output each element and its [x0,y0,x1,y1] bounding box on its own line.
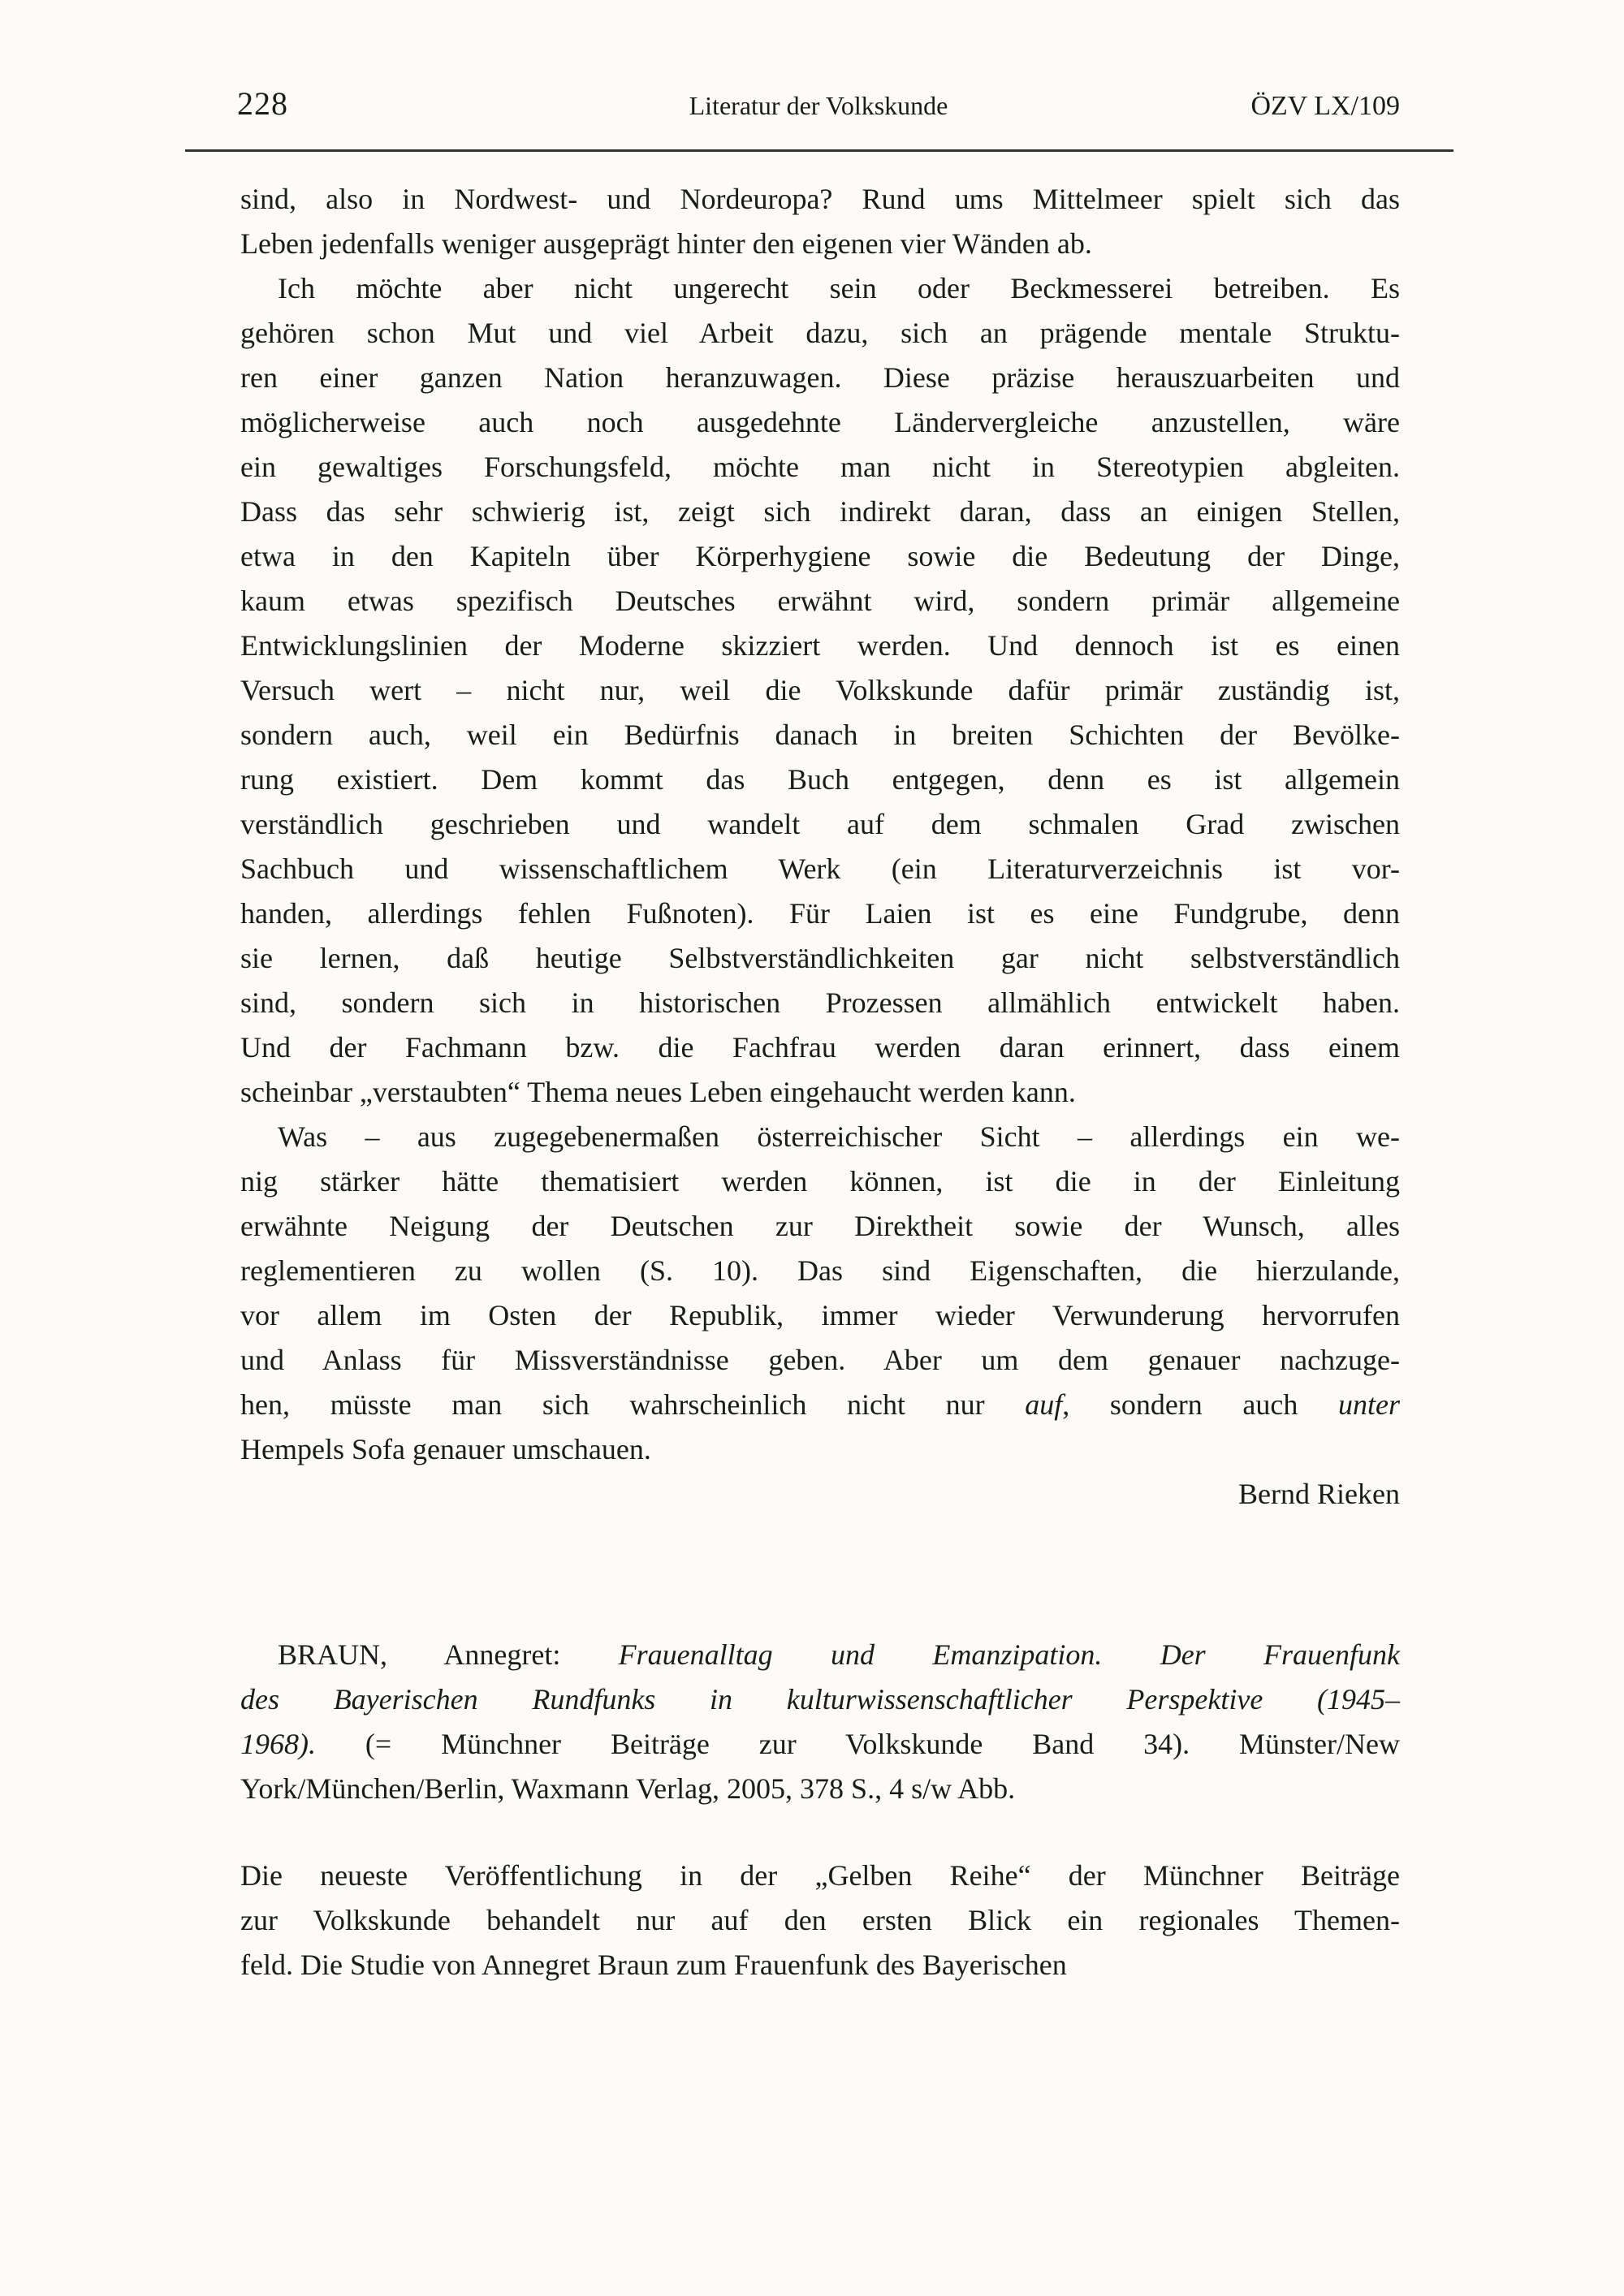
text-line [240,1204,1400,1249]
text-line [240,802,1400,847]
text-line [240,1383,1400,1427]
text-run: Ich möchte aber nicht ungerecht sein oder Beckmesserei betreiben. Es [278,272,1400,304]
text-line [240,177,1400,222]
text-line [240,1025,1400,1070]
book-reference [240,1633,1400,1811]
text-run: handen, allerdings fehlen Fußnoten). Für Laien ist es eine Fundgrube, denn [240,897,1400,930]
text-run: ren einer ganzen Nation heranzuwagen. Diese präzise herauszuarbeiten und [240,361,1400,394]
text-run: möglicherweise auch noch ausgedehnte Ländervergleiche anzustellen, wäre [240,406,1400,438]
text-line [240,1249,1400,1293]
text-run: sondern auch, weil ein Bedürfnis danach in breiten Schichten der Bevölke- [240,719,1400,751]
text-run: etwa in den Kapiteln über Körperhygiene sowie die Bedeutung der Dinge, [240,540,1400,572]
text-run: Versuch wert – nicht nur, weil die Volkskunde dafür primär zuständig ist, [240,674,1400,706]
text-run: , sondern auch [1062,1388,1338,1421]
text-run: erwähnte Neigung der Deutschen zur Direktheit sowie der Wunsch, alles [240,1210,1400,1242]
italic-text-run: Frauenalltag und Emanzipation. Der Frauenfunk [618,1638,1400,1671]
text-line [240,490,1400,534]
journal-issue-ref: ÖZV LX/109 [1250,91,1400,121]
text-line [240,713,1400,757]
text-run: Sachbuch und wissenschaftlichem Werk (ein Literaturverzeichnis ist vor- [240,852,1400,885]
text-line [240,311,1400,356]
text-run: ein gewaltiges Forschungsfeld, möchte man nicht in Stereotypien abgleiten. [240,451,1400,483]
text-run: gehören schon Mut und viel Arbeit dazu, sich an prägende mentale Struktu- [240,317,1400,349]
text-run: sie lernen, daß heutige Selbstverständlichkeiten gar nicht selbstverständlich [240,942,1400,974]
text-run: reglementieren zu wollen (S. 10). Das sind Eigenschaften, die hierzulande, [240,1254,1400,1287]
text-run: Die neueste Veröffentlichung in der „Gelben Reihe“ der Münchner Beiträge [240,1859,1400,1892]
text-line [240,891,1400,936]
text-line [240,1115,1400,1159]
text-line [240,1159,1400,1204]
text-run: BRAUN, Annegret: [278,1638,619,1671]
text-run: vor allem im Osten der Republik, immer wieder Verwunderung hervorrufen [240,1299,1400,1331]
text-run: York/München/Berlin, Waxmann Verlag, 2005, 378 S., 4 s/w Abb. [240,1772,1016,1805]
text-line [240,936,1400,981]
text-run: sind, sondern sich in historischen Prozessen allmählich entwickelt haben. [240,986,1400,1019]
page-body [240,177,1400,1987]
text-line [240,624,1400,668]
text-line [240,534,1400,579]
text-run: Dass das sehr schwierig ist, zeigt sich indirekt daran, dass an einigen Stellen, [240,495,1400,528]
text-line [240,1633,1400,1677]
text-line [240,356,1400,400]
text-line [240,222,1400,266]
text-run: nig stärker hätte thematisiert werden können, ist die in der Einleitung [240,1165,1400,1198]
text-line [240,1338,1400,1383]
text-line [240,266,1400,311]
page-number: 228 [237,85,288,122]
text-run: sind, also in Nordwest- und Nordeuropa? Rund ums Mittelmeer spielt sich das [240,183,1400,215]
text-line [240,1293,1400,1338]
text-line [240,847,1400,891]
text-line [240,757,1400,802]
paragraph [240,1854,1400,1987]
page-header [237,84,1400,123]
text-line [240,579,1400,624]
text-run: Was – aus zugegebenermaßen österreichischer Sicht – allerdings ein we- [278,1120,1400,1153]
paragraph [240,177,1400,266]
text-run: feld. Die Studie von Annegret Braun zum Frauenfunk des Bayerischen [240,1949,1067,1981]
italic-text-run: auf [1025,1388,1063,1421]
paragraph [240,266,1400,1115]
text-run: Und der Fachmann bzw. die Fachfrau werden daran erinnert, dass einem [240,1031,1400,1064]
italic-text-run: 1968). [240,1728,316,1760]
text-run: zur Volkskunde behandelt nur auf den ersten Blick ein regionales Themen- [240,1904,1400,1936]
running-title: Literatur der Volkskunde [689,91,948,120]
text-run: hen, müsste man sich wahrscheinlich nicht nur [240,1388,1026,1421]
text-run: Leben jedenfalls weniger ausgeprägt hinter den eigenen vier Wänden ab. [240,227,1092,260]
text-run: und Anlass für Missverständnisse geben. Aber um dem genauer nachzuge- [240,1344,1400,1376]
text-run: scheinbar „verstaubten“ Thema neues Leben eingehaucht werden kann. [240,1076,1076,1108]
text-run: kaum etwas spezifisch Deutsches erwähnt wird, sondern primär allgemeine [240,585,1400,617]
text-line [240,400,1400,445]
italic-text-run: unter [1338,1388,1400,1421]
text-line [240,1070,1400,1115]
text-line [240,1854,1400,1898]
header-rule [185,149,1453,152]
signature [240,1472,1400,1517]
text-line [240,1898,1400,1943]
italic-text-run: des Bayerischen Rundfunks in kulturwissenschaftlicher Perspektive (1945– [240,1683,1400,1716]
text-line [240,1722,1400,1767]
text-line [240,1427,1400,1472]
text-run: Hempels Sofa genauer umschauen. [240,1433,651,1465]
text-run: Bernd Rieken [1238,1478,1400,1510]
paragraph [240,1115,1400,1472]
text-line [240,1943,1400,1987]
text-line [240,668,1400,713]
text-run: rung existiert. Dem kommt das Buch entgegen, denn es ist allgemein [240,763,1400,796]
text-run: verständlich geschrieben und wandelt auf dem schmalen Grad zwischen [240,808,1400,840]
text-line [240,1677,1400,1722]
text-line [240,445,1400,490]
text-line [240,1767,1400,1811]
text-run: (= Münchner Beiträge zur Volkskunde Band 34). Münster/New [316,1728,1400,1760]
text-run: Entwicklungslinien der Moderne skizziert werden. Und dennoch ist es einen [240,629,1400,662]
text-line [240,981,1400,1025]
text-line [240,1472,1400,1517]
